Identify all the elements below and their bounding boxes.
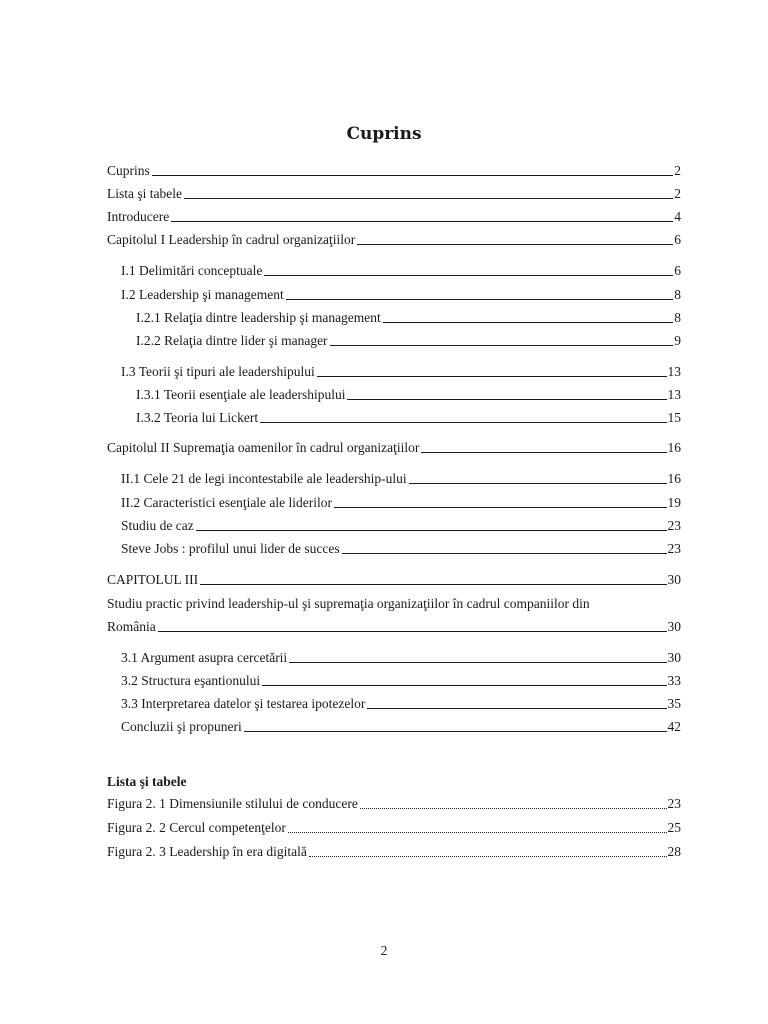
toc-entry-label: 3.1 Argument asupra cercetării: [121, 650, 288, 665]
toc-entry-label: I.1 Delimitări conceptuale: [121, 263, 263, 278]
toc-entry[interactable]: [136, 310, 681, 326]
toc-entry-page: 4: [674, 209, 681, 224]
toc-entry-page: 35: [667, 696, 681, 711]
toc-entry-page: 13: [667, 364, 681, 379]
leader-line: [357, 243, 673, 245]
toc-entry-page: 13: [667, 387, 681, 402]
toc-entry-page: 30: [667, 650, 681, 665]
toc-entry[interactable]: [107, 209, 681, 225]
toc-entry-label: 3.2 Structura eşantionului: [121, 673, 261, 688]
leader-line: [286, 298, 674, 300]
toc-entry-page: 33: [667, 673, 681, 688]
toc-entry-page: 6: [674, 232, 681, 247]
leader-line: [244, 730, 667, 732]
toc-entry-label: Capitolul I Leadership în cadrul organizaţiilor: [107, 232, 356, 247]
toc-entry-page: 23: [667, 518, 681, 533]
toc-entry-page: 2: [674, 163, 681, 178]
toc-entry-page: 8: [674, 287, 681, 302]
leader-line: [260, 421, 666, 423]
toc-entry[interactable]: [121, 287, 681, 303]
toc-entry-label: România: [107, 619, 156, 634]
figure-entry-label: Figura 2. 2 Cercul competenţelor: [107, 820, 286, 835]
toc-entry[interactable]: [107, 440, 681, 456]
leader-line: [342, 552, 667, 554]
dot-leader: [309, 855, 667, 857]
toc-entry-label: Cuprins: [107, 163, 150, 178]
toc-entry-label[interactable]: Studiu practic privind leadership-ul şi supremaţia organizaţiilor în cadrul companiilor din: [107, 596, 590, 611]
toc-entry-label: I.3 Teorii şi tipuri ale leadershipului: [121, 364, 315, 379]
leader-line: [421, 451, 666, 453]
figure-entry-label: Figura 2. 1 Dimensiunile stilului de conducere: [107, 796, 358, 811]
leader-line: [383, 321, 673, 323]
figure-entry-page: 25: [667, 820, 681, 835]
leader-line: [200, 583, 666, 585]
leader-line: [289, 661, 666, 663]
toc-entry[interactable]: [107, 186, 681, 202]
figure-entry[interactable]: [107, 844, 681, 860]
toc-entry[interactable]: [121, 471, 681, 487]
toc-entry-page: 30: [667, 619, 681, 634]
toc-entry[interactable]: [136, 387, 681, 403]
toc-entry[interactable]: [121, 696, 681, 712]
toc-entry[interactable]: [121, 364, 681, 380]
toc-entry[interactable]: [107, 163, 681, 179]
toc-entry-label: I.2 Leadership şi management: [121, 287, 284, 302]
toc-entry-page: 23: [667, 541, 681, 556]
toc-entry[interactable]: [121, 673, 681, 689]
toc-entry-label: Concluzii şi propuneri: [121, 719, 242, 734]
toc-entry-label: Studiu de caz: [121, 518, 194, 533]
toc-entry-label: Capitolul II Supremaţia oamenilor în cadrul organizaţiilor: [107, 440, 420, 455]
toc-entry-label: Steve Jobs : profilul unui lider de succes: [121, 541, 340, 556]
figure-entry[interactable]: [107, 796, 681, 812]
leader-line: [262, 684, 666, 686]
figure-entry-label: Figura 2. 3 Leadership în era digitală: [107, 844, 307, 859]
toc-entry[interactable]: [121, 263, 681, 279]
toc-entry-label: II.2 Caracteristici esenţiale ale liderilor: [121, 495, 333, 510]
leader-line: [317, 375, 667, 377]
toc-entry-label: II.1 Cele 21 de legi incontestabile ale leadership-ului: [121, 471, 407, 486]
leader-line: [264, 274, 673, 276]
toc-entry-label: I.3.1 Teorii esenţiale ale leadershipului: [136, 387, 346, 402]
toc-entry-page: 16: [667, 440, 681, 455]
leader-line: [334, 506, 666, 508]
toc-entry-page: 16: [667, 471, 681, 486]
toc-entry[interactable]: [121, 518, 681, 534]
figure-entry-page: 28: [667, 844, 681, 859]
toc-entry-page: 19: [667, 495, 681, 510]
leader-line: [330, 344, 674, 346]
toc-entry-page: 30: [667, 572, 681, 587]
toc-entry[interactable]: [107, 572, 681, 588]
toc-entry-label: I.2.1 Relaţia dintre leadership şi management: [136, 310, 381, 325]
leader-line: [171, 220, 673, 222]
figures-heading: Lista şi tabele: [107, 774, 187, 789]
leader-line: [409, 482, 667, 484]
leader-line: [367, 707, 666, 709]
toc-entry-page: 9: [674, 333, 681, 348]
toc-entry-label: Introducere: [107, 209, 170, 224]
toc-entry[interactable]: [136, 410, 681, 426]
toc-entry-page: 42: [667, 719, 681, 734]
dot-leader: [288, 831, 667, 833]
toc-entry-label: I.3.2 Teoria lui Lickert: [136, 410, 259, 425]
figure-entry-page: 23: [667, 796, 681, 811]
leader-line: [158, 630, 667, 632]
leader-line: [184, 197, 673, 199]
toc-entry-label: I.2.2 Relaţia dintre lider şi manager: [136, 333, 328, 348]
page-title: Cuprins: [346, 124, 422, 144]
figure-entry[interactable]: [107, 820, 681, 836]
toc-entry-label: 3.3 Interpretarea datelor şi testarea ipotezelor: [121, 696, 366, 711]
toc-entry-page: 6: [674, 263, 681, 278]
toc-entry-label: CAPITOLUL III: [107, 572, 199, 587]
leader-line: [347, 398, 666, 400]
toc-entry[interactable]: [121, 495, 681, 511]
toc-entry-page: 15: [667, 410, 681, 425]
toc-entry-page: 8: [674, 310, 681, 325]
toc-entry[interactable]: [107, 232, 681, 248]
toc-entry[interactable]: [121, 541, 681, 557]
toc-entry[interactable]: [121, 719, 681, 735]
dot-leader: [360, 807, 667, 809]
toc-entry-label: Lista şi tabele: [107, 186, 182, 201]
toc-entry[interactable]: [136, 333, 681, 349]
toc-entry[interactable]: [121, 650, 681, 666]
leader-line: [152, 174, 673, 176]
page-number: 2: [380, 943, 388, 958]
leader-line: [196, 529, 667, 531]
toc-entry-page: 2: [674, 186, 681, 201]
toc-entry[interactable]: [107, 619, 681, 635]
